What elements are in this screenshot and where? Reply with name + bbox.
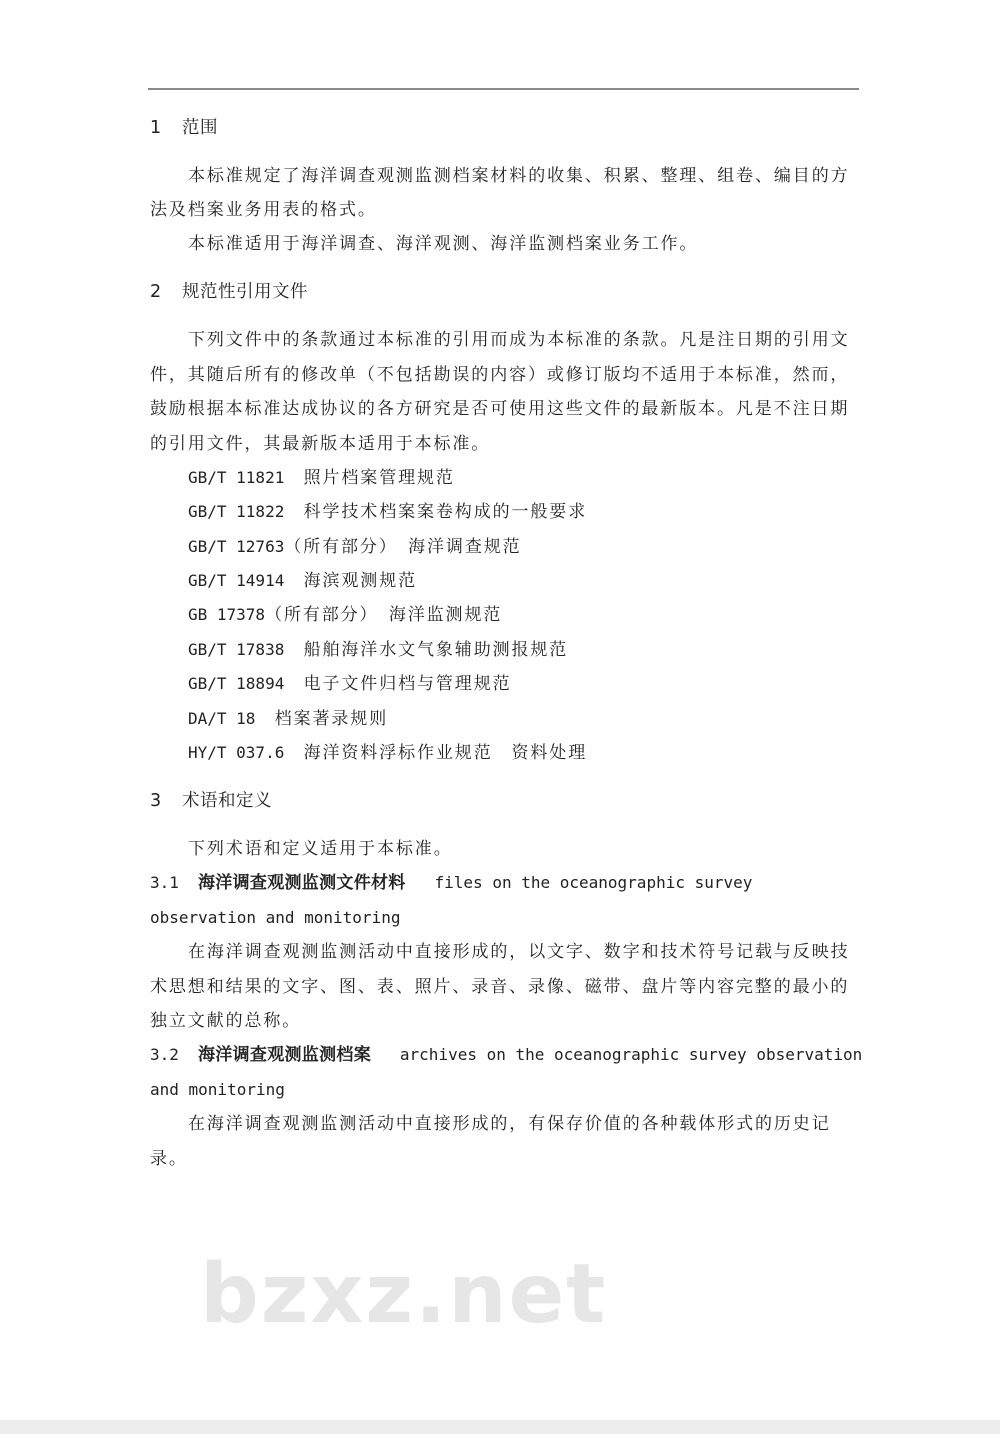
section-number: 3 [150,791,162,811]
reference-list [150,461,870,771]
reference-code: GB/T 17838 [188,639,285,659]
reference-title: 船舶海洋水文气象辅助测报规范 [303,639,569,660]
paragraph-line: 本标准适用于海洋调查、海洋观测、海洋监测档案业务工作。 [188,234,699,255]
term-heading [150,1038,870,1072]
section-heading-terms [150,784,870,818]
reference-code: GB/T 11821 [188,467,285,487]
reference-item [150,564,870,598]
term-english-continued: and monitoring [150,1079,285,1099]
paragraph-line: 鼓励根据本标准达成协议的各方研究是否可使用这些文件的最新版本。凡是不注日期 [150,399,850,420]
reference-code: GB/T 11822 [188,502,285,522]
reference-code: HY/T 037.6 [188,743,285,763]
reference-item [150,667,870,701]
reference-item [150,702,870,736]
reference-title: （所有部分） 海洋调查规范 [284,536,522,557]
term-english-continued: observation and monitoring [150,907,401,927]
definition-line: 术思想和结果的文字、图、表、照片、录音、录像、磁带、盘片等内容完整的最小的 [150,976,850,997]
watermark: bzxz.net [200,1247,608,1342]
paragraph-line: 下列文件中的条款通过本标准的引用而成为本标准的条款。凡是注日期的引用文 [188,330,850,351]
paragraph-line: 件，其随后所有的修改单（不包括勘误的内容）或修订版均不适用于本标准，然而， [150,364,850,385]
section-title: 术语和定义 [182,791,272,811]
header-rule [148,88,859,90]
reference-item [150,736,870,770]
reference-code: GB/T 14914 [188,571,285,591]
definition-line: 在海洋调查观测监测活动中直接形成的，有保存价值的各种载体形式的历史记 [188,1114,831,1135]
term-number: 3.2 [150,1045,179,1065]
paragraph-line: 下列术语和定义适用于本标准。 [188,838,453,859]
reference-code: GB/T 12763 [188,536,285,556]
reference-title: 海洋资料浮标作业规范 资料处理 [303,743,588,764]
paragraph-line: 本标准规定了海洋调查观测监测档案材料的收集、积累、整理、组卷、编目的方 [188,165,850,186]
document-body [150,97,870,1176]
reference-code: GB 17378 [188,605,266,625]
section-title: 规范性引用文件 [182,282,308,303]
reference-title: 科学技术档案案卷构成的一般要求 [303,502,588,523]
paragraph-line: 的引用文件，其最新版本适用于本标准。 [150,433,491,454]
reference-item [150,495,870,529]
term-number: 3.1 [150,873,179,893]
reference-title: 海滨观测规范 [303,571,417,592]
reference-item [150,530,870,564]
reference-item [150,461,870,495]
reference-title: 档案著录规则 [274,708,389,729]
definition-line: 独立文献的总称。 [150,1010,302,1031]
paragraph-line: 法及档案业务用表的格式。 [150,199,377,220]
term-english: files on the oceanographic survey [434,873,753,893]
term-list [150,866,870,1176]
section-title: 范围 [182,117,218,138]
section-heading-references [150,275,870,309]
reference-item [150,633,870,667]
reference-title: （所有部分） 海洋监测规范 [265,605,503,626]
term-chinese: 海洋调查观测监测档案 [198,1045,371,1066]
term-heading [150,866,870,900]
section-heading-scope [150,111,870,145]
reference-code: DA/T 18 [188,708,256,728]
reference-title: 电子文件归档与管理规范 [303,674,512,695]
term-chinese: 海洋调查观测监测文件材料 [198,873,406,894]
section-number: 1 [150,117,162,138]
definition-line: 录。 [150,1148,188,1169]
section-number: 2 [150,282,162,303]
reference-title: 照片档案管理规范 [303,467,455,488]
reference-code: GB/T 18894 [188,674,285,694]
term-english: archives on the oceanographic survey observation [399,1045,863,1065]
definition-line: 在海洋调查观测监测活动中直接形成的，以文字、数字和技术符号记载与反映技 [188,942,850,963]
page-footer-bar [0,1420,1000,1434]
reference-item [150,598,870,632]
